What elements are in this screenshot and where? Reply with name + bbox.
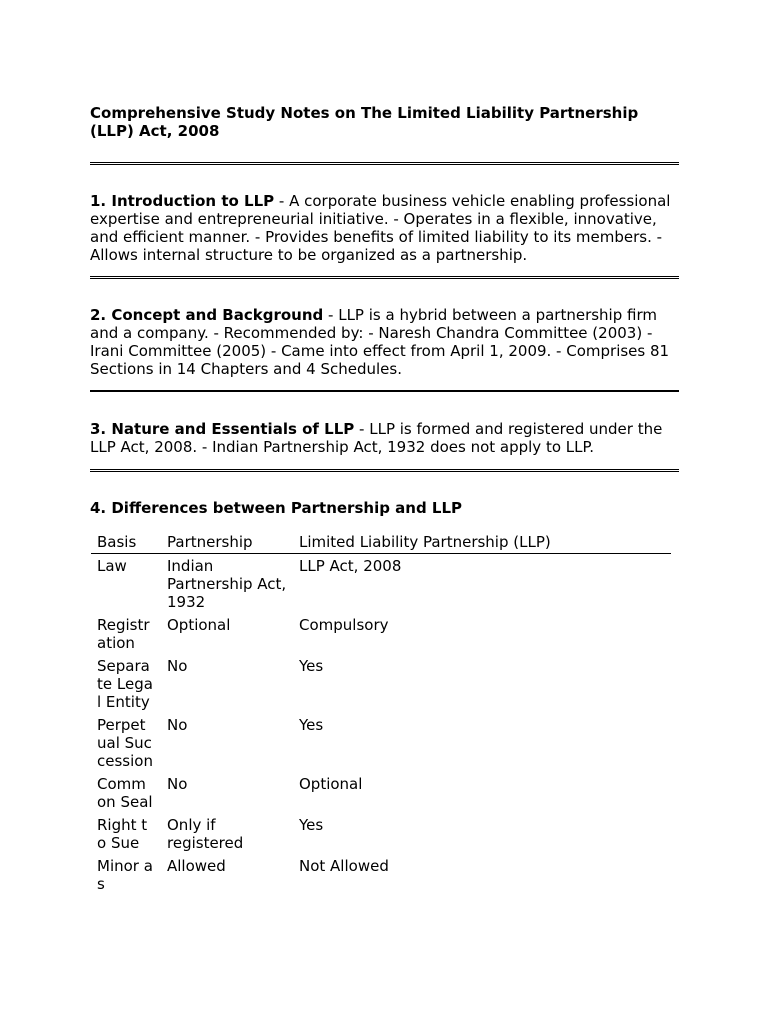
header-basis: Basis	[91, 530, 161, 554]
cell-basis: Minor as	[97, 857, 153, 893]
section-body: - LLP is formed and registered under the LLP Act, 2008. - Indian Partnership Act, 1932 does not apply to LLP.	[90, 420, 663, 456]
document-title: Comprehensive Study Notes on The Limited Liability Partnership (LLP) Act, 2008	[90, 104, 639, 140]
cell-llp: Yes	[299, 816, 324, 834]
cell-llp: Yes	[299, 716, 324, 734]
cell-partnership: No	[167, 716, 188, 734]
section-introduction	[90, 192, 679, 264]
cell-basis: Law	[97, 557, 127, 575]
cell-llp: Optional	[299, 775, 363, 793]
table-row	[91, 813, 671, 854]
table-row	[91, 654, 671, 713]
divider	[90, 469, 679, 472]
section-body: - A corporate business vehicle enabling professional expertise and entrepreneurial initiative. - Operates in a flexible, innovative, and efficient manner. - Provides benefits of limited liability to its members. - Allows internal structure to be organized as a partnership.	[90, 192, 671, 264]
cell-llp: Yes	[299, 657, 324, 675]
divider	[90, 276, 679, 279]
table-row	[91, 554, 671, 614]
cell-basis: Perpetual Succession	[97, 716, 153, 770]
table-title: 4. Differences between Partnership and LLP	[90, 499, 463, 517]
differences-table	[91, 530, 671, 895]
cell-llp: LLP Act, 2008	[299, 557, 402, 575]
cell-llp: Not Allowed	[299, 857, 389, 875]
cell-partnership: No	[167, 657, 188, 675]
header-llp: Limited Liability Partnership (LLP)	[293, 530, 671, 554]
section-nature	[90, 420, 679, 456]
cell-basis: Right to Sue	[97, 816, 148, 852]
cell-basis: Registration	[97, 616, 150, 652]
table-row	[91, 772, 671, 813]
cell-partnership: Only if registered	[167, 816, 244, 852]
cell-partnership: Optional	[167, 616, 231, 634]
divider	[90, 390, 679, 392]
table-row	[91, 613, 671, 654]
cell-partnership: Indian Partnership Act, 1932	[167, 557, 287, 611]
cell-partnership: Allowed	[167, 857, 226, 875]
section-heading: 1. Introduction to LLP	[90, 192, 275, 210]
document-content	[90, 104, 679, 895]
section-concept	[90, 306, 679, 378]
section-body: - LLP is a hybrid between a partnership firm and a company. - Recommended by: - Naresh Chandra Committee (2003) - Irani Committee (2005) - Came into effect from April 1, 2009. - Comprises 81 Sections in 14 Chapters and 4 Schedules.	[90, 306, 670, 378]
table-row	[91, 713, 671, 772]
cell-basis: Separate Legal Entity	[97, 657, 153, 711]
section-heading: 3. Nature and Essentials of LLP	[90, 420, 355, 438]
divider	[90, 162, 679, 165]
table-header-row	[91, 530, 671, 554]
section-heading: 2. Concept and Background	[90, 306, 324, 324]
cell-llp: Compulsory	[299, 616, 389, 634]
cell-basis: Common Seal	[97, 775, 153, 811]
table-row	[91, 854, 671, 895]
cell-partnership: No	[167, 775, 188, 793]
header-partnership: Partnership	[161, 530, 293, 554]
